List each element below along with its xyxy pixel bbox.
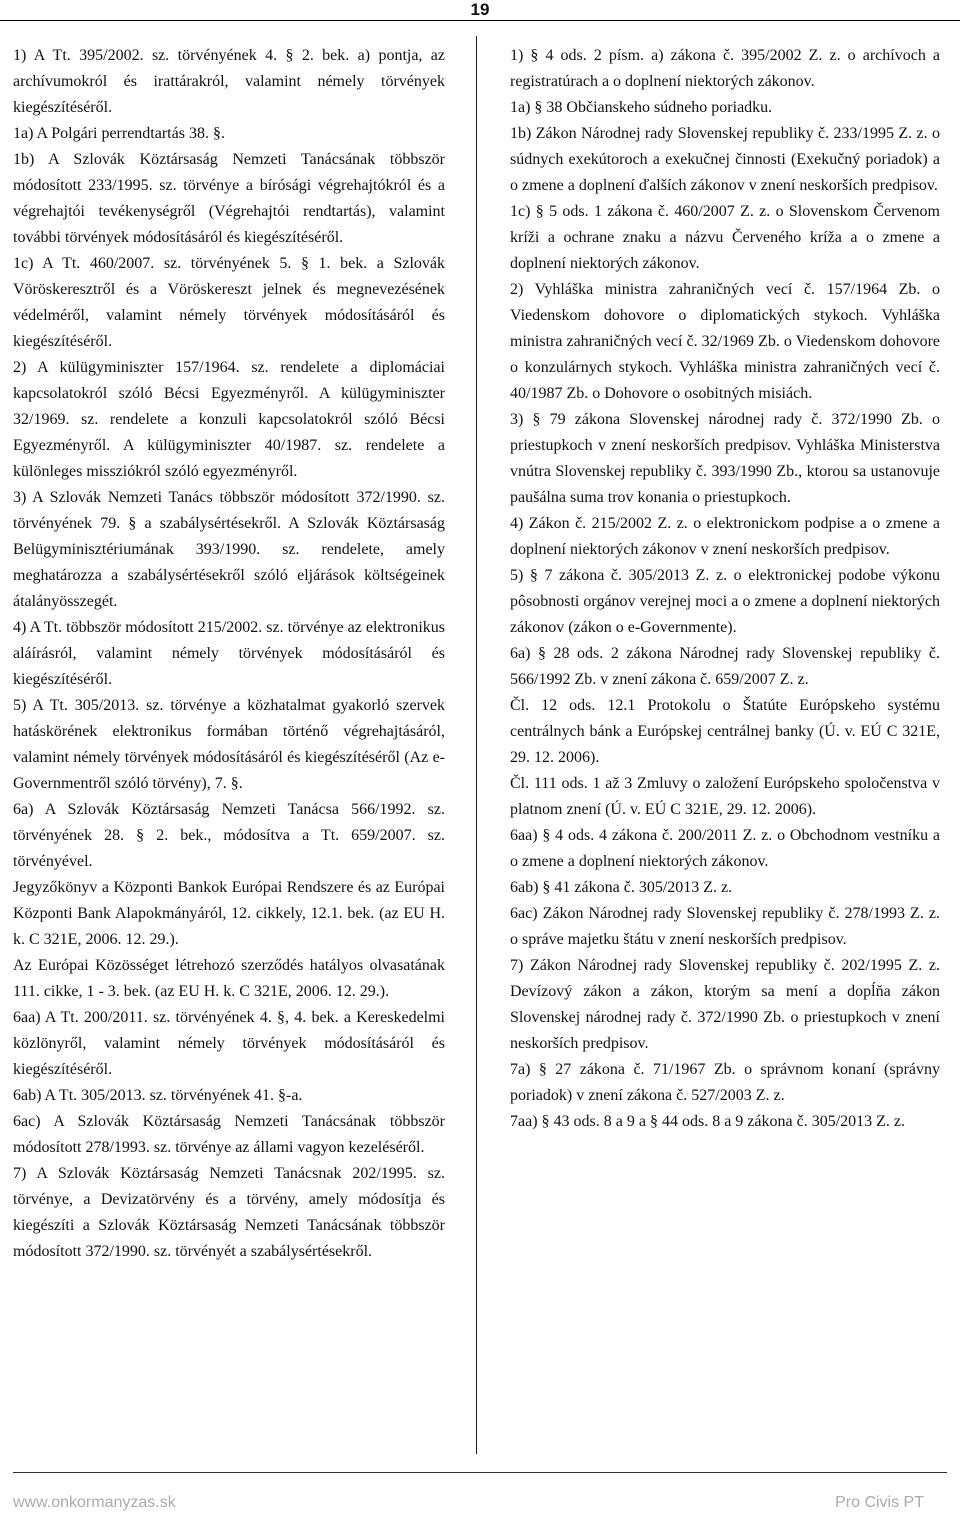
footnote-6a: 6a) § 28 ods. 2 zákona Národnej rady Slovenskej republiky č. 566/1992 Zb. v znení zákona č. 659/2007 Z. z.	[510, 645, 940, 688]
footnote-4: 4) Zákon č. 215/2002 Z. z. o elektronickom podpise a o zmene a doplnení niektorých zákonov v znení neskorších predpisov.	[510, 515, 940, 558]
footnote-7: 7) Zákon Národnej rady Slovenskej republiky č. 202/1995 Z. z. Devízový zákon a zákon, ktorým sa mení a dopĺňa zákon Slovenskej národnej rady č. 372/1990 Zb. o priestupkoch v znení neskorších predpisov.	[510, 957, 940, 1052]
footnote-7aa: 7aa) § 43 ods. 8 a 9 a § 44 ods. 8 a 9 zákona č. 305/2013 Z. z.	[510, 1113, 906, 1130]
footnote-1c: 1c) A Tt. 460/2007. sz. törvényének 5. § 1. bek. a Szlovák Vöröskeresztről és a Vöröskereszt jelnek és megnevezésének védelméről, valamint némely törvények módosításáról és kiegészítéséről.	[13, 255, 445, 350]
page-number: 19	[470, 0, 490, 19]
footnote-6aa: 6aa) § 4 ods. 4 zákona č. 200/2011 Z. z. o Obchodnom vestníku a o zmene a doplnení niektorých zákonov.	[510, 827, 940, 870]
footer-divider	[13, 1472, 947, 1473]
footnote-6ab: 6ab) A Tt. 305/2013. sz. törvényének 41. §-a.	[13, 1087, 303, 1104]
footnote-6aa: 6aa) A Tt. 200/2011. sz. törvényének 4. §, 4. bek. a Kereskedelmi közlönyről, valamint némely törvények módosításáról és kiegészítéséről.	[13, 1009, 445, 1078]
footnote-6ac: 6ac) A Szlovák Köztársaság Nemzeti Tanácsának többször módosított 278/1993. sz. törvénye az állami vagyon kezeléséről.	[13, 1113, 445, 1156]
footnote-7: 7) A Szlovák Köztársaság Nemzeti Tanácsnak 202/1995. sz. törvénye, a Devizatörvény és a törvény, amely módosítja és kiegészíti a Szlovák Köztársaság Nemzeti Tanácsának többször módosított 372/1990. sz. törvényét a szabálysértésekről.	[13, 1165, 445, 1260]
footnote-1b: 1b) Zákon Národnej rady Slovenskej republiky č. 233/1995 Z. z. o súdnych exekútoroch a exekučnej činnosti (Exekučný poriadok) a o zmene a doplnení ďalších zákonov v znení neskorších predpisov.	[510, 125, 940, 194]
footnote-2: 2) A külügyminiszter 157/1964. sz. rendelete a diplomáciai kapcsolatokról szóló Bécsi Egyezményről. A külügyminiszter 32/1969. sz. rendelete a konzuli kapcsolatokról szóló Bécsi Egyezményről. A külügyminiszter 40/1987. sz. rendelete a különleges missziókról szóló egyezményről.	[13, 359, 445, 480]
footnote-1: 1) § 4 ods. 2 písm. a) zákona č. 395/2002 Z. z. o archívoch a registratúrach a o doplnení niektorých zákonov.	[510, 47, 940, 90]
footnote-6ab: 6ab) § 41 zákona č. 305/2013 Z. z.	[510, 879, 733, 896]
footnote-3: 3) § 79 zákona Slovenskej národnej rady č. 372/1990 Zb. o priestupkoch v znení neskorších predpisov. Vyhláška Ministerstva vnútra Slovenskej republiky č. 393/1990 Zb., ktorou sa ustanovuje paušálna suma trov konania o priestupkoch.	[510, 411, 940, 506]
footnote-1: 1) A Tt. 395/2002. sz. törvényének 4. § 2. bek. a) pontja, az archívumokról és irattárakról, valamint némely törvények kiegészítéséről.	[13, 47, 445, 116]
footer-website: www.onkormanyzas.sk	[13, 1494, 176, 1511]
footnote-6a-protocol: Jegyzőkönyv a Központi Bankok Európai Rendszere és az Európai Központi Bank Alapokmányáról, 12. cikkely, 12.1. bek. (az EU H. k. C 321E, 2006. 12. 29.).	[13, 879, 445, 948]
footnote-5: 5) A Tt. 305/2013. sz. törvénye a közhatalmat gyakorló szervek hatáskörének elektronikus formában történő végrehajtásáról, valamint némely törvények módosításáról és kiegészítéséről (Az e-Governmentről szóló törvény), 7. §.	[13, 697, 445, 792]
footnote-6a-protocol: Čl. 12 ods. 12.1 Protokolu o Štatúte Európskeho systému centrálnych bánk a Európskej centrálnej banky (Ú. v. EÚ C 321E, 29. 12. 2006).	[510, 697, 940, 766]
footnote-1a: 1a) § 38 Občianskeho súdneho poriadku.	[510, 99, 773, 116]
footnote-5: 5) § 7 zákona č. 305/2013 Z. z. o elektronickej podobe výkonu pôsobnosti orgánov verejnej moci a o zmene a doplnení niektorých zákonov (zákon o e-Governmente).	[510, 567, 940, 636]
footnote-2: 2) Vyhláška ministra zahraničných vecí č. 157/1964 Zb. o Viedenskom dohovore o diplomatických stykoch. Vyhláška ministra zahraničných vecí č. 32/1969 Zb. o Viedenskom dohovore o konzulárnych stykoch. Vyhláška ministra zahraničných vecí č. 40/1987 Zb. o Dohovore o osobitných misiách.	[510, 281, 940, 402]
header-divider	[0, 20, 960, 21]
footnote-1a: 1a) A Polgári perrendtartás 38. §.	[13, 125, 225, 142]
footnote-1b: 1b) A Szlovák Köztársaság Nemzeti Tanácsának többször módosított 233/1995. sz. törvénye a bírósági végrehajtókról és a végrehajtói tevékenységről (Végrehajtói rendtartás), valamint további törvények módosításáról és kiegészítéséről.	[13, 151, 445, 246]
footnote-6a-treaty: Čl. 111 ods. 1 až 3 Zmluvy o založení Európskeho spoločenstva v platnom znení (Ú. v. EÚ C 321E, 29. 12. 2006).	[510, 775, 940, 818]
footnote-6a: 6a) A Szlovák Köztársaság Nemzeti Tanácsa 566/1992. sz. törvényének 28. § 2. bek., módosítva a Tt. 659/2007. sz. törvényével.	[13, 801, 445, 870]
column-divider	[476, 36, 477, 1454]
hungarian-footnotes-column	[13, 43, 445, 1265]
slovak-footnotes-column	[510, 43, 940, 1135]
footnote-7a: 7a) § 27 zákona č. 71/1967 Zb. o správnom konaní (správny poriadok) v znení zákona č. 527/2003 Z. z.	[510, 1061, 940, 1104]
footnote-1c: 1c) § 5 ods. 1 zákona č. 460/2007 Z. z. o Slovenskom Červenom kríži a ochrane znaku a názvu Červeného kríža a o zmene a doplnení niektorých zákonov.	[510, 203, 940, 272]
footnote-4: 4) A Tt. többször módosított 215/2002. sz. törvénye az elektronikus aláírásról, valamint némely törvények módosításáról és kiegészítéséről.	[13, 619, 445, 688]
footnote-3: 3) A Szlovák Nemzeti Tanács többször módosított 372/1990. sz. törvényének 79. § a szabálysértésekről. A Szlovák Köztársaság Belügyminisztériumának 393/1990. sz. rendelete, amely meghatározza a szabálysértésekről szóló eljárások költségeinek átalányösszegét.	[13, 489, 445, 610]
footnote-6ac: 6ac) Zákon Národnej rady Slovenskej republiky č. 278/1993 Z. z. o správe majetku štátu v znení neskorších predpisov.	[510, 905, 940, 948]
footer-publisher: Pro Civis PT	[835, 1494, 924, 1511]
footnote-6a-treaty: Az Európai Közösséget létrehozó szerződés hatályos olvasatának 111. cikke, 1 - 3. bek. (az EU H. k. C 321E, 2006. 12. 29.).	[13, 957, 445, 1000]
